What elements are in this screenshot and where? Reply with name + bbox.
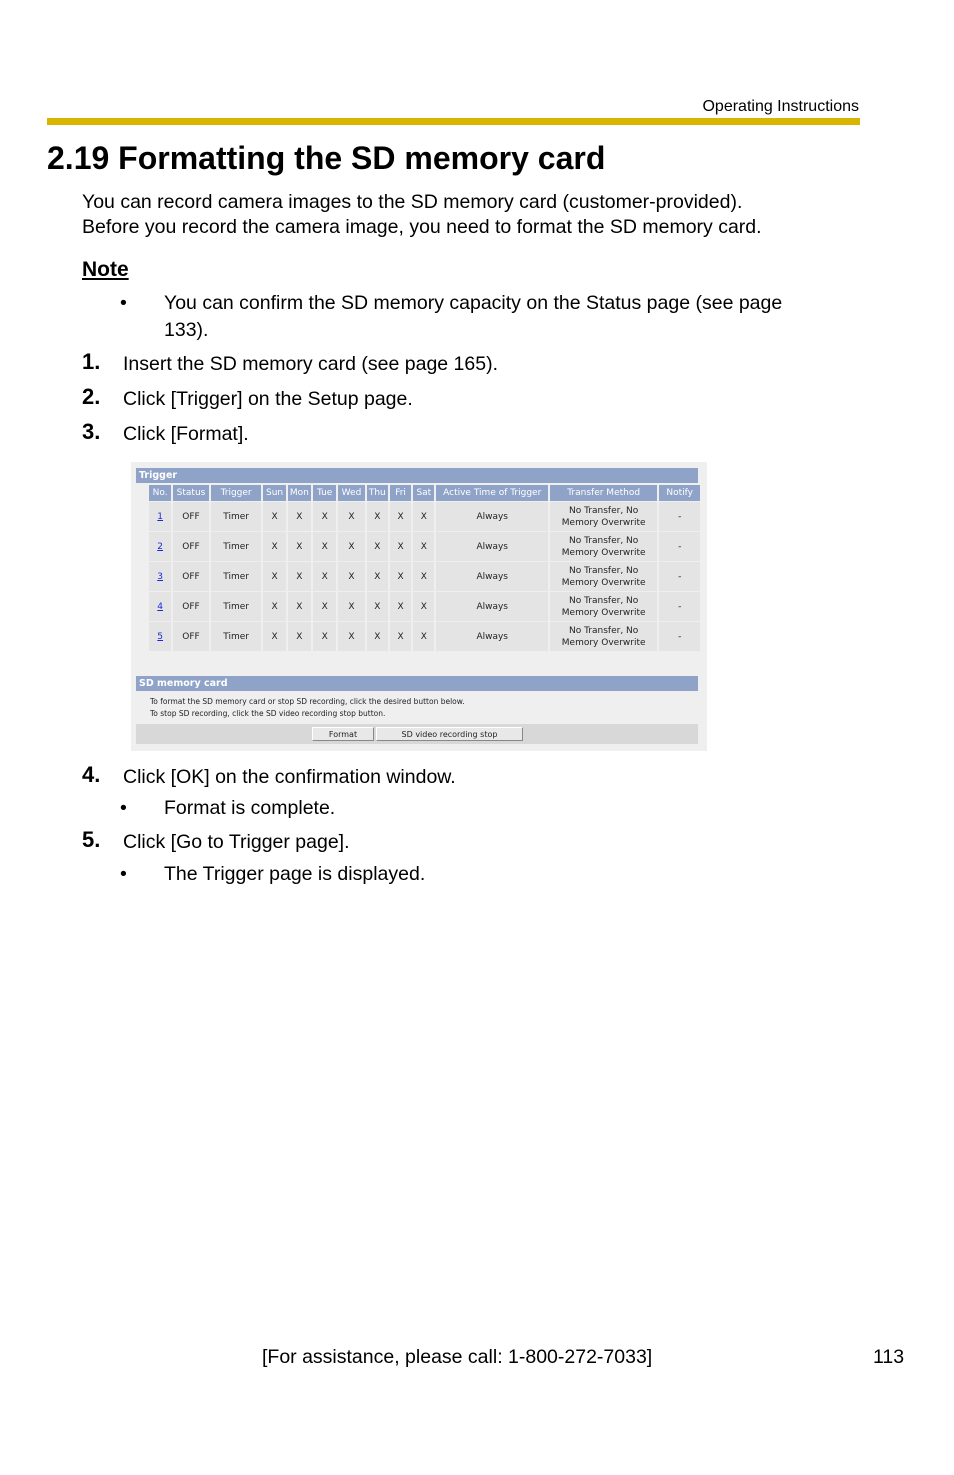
trigger-cell: X <box>390 622 411 651</box>
trigger-number-link[interactable]: 3 <box>157 571 163 582</box>
step-text: Click [Trigger] on the Setup page. <box>123 388 413 410</box>
trigger-row <box>149 622 700 651</box>
trigger-cell: X <box>313 502 336 531</box>
trigger-cell: X <box>338 562 364 591</box>
trigger-cell: - <box>659 562 700 591</box>
trigger-cell: X <box>367 592 388 621</box>
section-title: 2.19 Formatting the SD memory card <box>47 140 606 176</box>
trigger-cell: - <box>659 532 700 561</box>
trigger-cell: X <box>288 562 311 591</box>
trigger-cell <box>149 622 171 651</box>
trigger-cell: X <box>313 532 336 561</box>
trigger-row <box>149 562 700 591</box>
trigger-table-header <box>149 485 700 501</box>
trigger-cell: OFF <box>173 502 208 531</box>
trigger-row <box>149 592 700 621</box>
column-header: Mon <box>288 485 311 501</box>
trigger-cell: No Transfer, No Memory Overwrite <box>550 502 657 531</box>
column-header: No. <box>149 485 171 501</box>
column-header: Trigger <box>211 485 262 501</box>
note-heading: Note <box>82 258 129 281</box>
assistance-line: [For assistance, please call: 1-800-272-7033] <box>262 1346 653 1368</box>
trigger-cell: X <box>313 562 336 591</box>
trigger-number-link[interactable]: 2 <box>157 541 163 552</box>
format-button[interactable]: Format <box>312 727 374 741</box>
trigger-number-link[interactable]: 5 <box>157 631 163 642</box>
column-header: Active Time of Trigger <box>436 485 547 501</box>
page-number: 113 <box>873 1346 905 1368</box>
trigger-number-link[interactable]: 1 <box>157 511 163 522</box>
trigger-cell: Timer <box>211 592 262 621</box>
note-bullet-line-1: You can confirm the SD memory capacity on the Status page (see page <box>164 292 783 314</box>
trigger-cell: X <box>413 532 434 561</box>
trigger-cell: X <box>367 532 388 561</box>
column-header: Sun <box>263 485 285 501</box>
trigger-cell: X <box>338 622 364 651</box>
sd-panel-title: SD memory card <box>136 676 698 691</box>
bullet-text: Format is complete. <box>164 797 336 819</box>
trigger-cell: X <box>263 502 285 531</box>
bullet-text: The Trigger page is displayed. <box>164 863 426 885</box>
trigger-cell: Always <box>436 562 547 591</box>
trigger-cell: X <box>367 562 388 591</box>
trigger-cell: Always <box>436 502 547 531</box>
trigger-cell: X <box>338 532 364 561</box>
trigger-cell: Timer <box>211 532 262 561</box>
trigger-cell: X <box>367 502 388 531</box>
intro-line-2: Before you record the camera image, you need to format the SD memory card. <box>82 216 762 238</box>
column-header: Tue <box>313 485 336 501</box>
trigger-row <box>149 532 700 561</box>
step-text: Insert the SD memory card (see page 165). <box>123 353 499 375</box>
trigger-cell: Timer <box>211 562 262 591</box>
trigger-cell: X <box>288 502 311 531</box>
trigger-cell: X <box>413 502 434 531</box>
trigger-cell: OFF <box>173 622 208 651</box>
trigger-cell: X <box>413 592 434 621</box>
step-number: 1. <box>82 349 101 374</box>
trigger-cell: X <box>263 532 285 561</box>
trigger-cell: Always <box>436 532 547 561</box>
intro-paragraph <box>82 190 862 240</box>
sd-recording-stop-button[interactable]: SD video recording stop <box>376 727 523 741</box>
running-header: Operating Instructions <box>702 98 859 115</box>
sd-instructions <box>150 696 465 720</box>
step-text: Click [Go to Trigger page]. <box>123 831 350 853</box>
trigger-table-body <box>149 502 700 651</box>
sd-instruction-line-2: To stop SD recording, click the SD video recording stop button. <box>150 709 386 718</box>
trigger-cell: OFF <box>173 562 208 591</box>
trigger-cell: No Transfer, No Memory Overwrite <box>550 592 657 621</box>
trigger-cell: X <box>338 502 364 531</box>
trigger-cell: OFF <box>173 592 208 621</box>
trigger-cell <box>149 532 171 561</box>
trigger-cell: X <box>390 502 411 531</box>
trigger-cell: X <box>263 622 285 651</box>
trigger-cell: Always <box>436 592 547 621</box>
column-header: Fri <box>390 485 411 501</box>
step-text: Click [OK] on the confirmation window. <box>123 766 456 788</box>
trigger-cell: X <box>367 622 388 651</box>
trigger-cell: No Transfer, No Memory Overwrite <box>550 622 657 651</box>
trigger-number-link[interactable]: 4 <box>157 601 163 612</box>
step-number: 5. <box>82 827 101 852</box>
trigger-cell: X <box>263 562 285 591</box>
trigger-cell: Timer <box>211 622 262 651</box>
header-rule <box>47 118 860 125</box>
trigger-cell: X <box>288 592 311 621</box>
trigger-cell: X <box>288 532 311 561</box>
trigger-cell <box>149 562 171 591</box>
trigger-table <box>147 484 702 652</box>
trigger-cell: Always <box>436 622 547 651</box>
column-header: Wed <box>338 485 364 501</box>
trigger-cell: X <box>338 592 364 621</box>
bullet-dot: • <box>120 797 127 819</box>
trigger-cell: OFF <box>173 532 208 561</box>
step-number: 4. <box>82 762 101 787</box>
column-header: Notify <box>659 485 700 501</box>
trigger-panel-title: Trigger <box>136 468 698 483</box>
trigger-cell: X <box>288 622 311 651</box>
trigger-cell: X <box>390 592 411 621</box>
trigger-page-screenshot <box>131 462 707 751</box>
trigger-cell: X <box>263 592 285 621</box>
trigger-cell: No Transfer, No Memory Overwrite <box>550 562 657 591</box>
step-number: 3. <box>82 419 101 444</box>
trigger-cell: X <box>390 562 411 591</box>
trigger-cell: No Transfer, No Memory Overwrite <box>550 532 657 561</box>
trigger-cell: X <box>413 622 434 651</box>
trigger-cell: X <box>390 532 411 561</box>
trigger-row <box>149 502 700 531</box>
intro-line-1: You can record camera images to the SD memory card (customer-provided). <box>82 191 743 213</box>
trigger-cell: - <box>659 502 700 531</box>
note-bullet-line-2: 133). <box>164 319 209 341</box>
note-bullet-text <box>164 290 782 344</box>
sd-button-bar <box>136 724 698 744</box>
column-header: Sat <box>413 485 434 501</box>
step-text: Click [Format]. <box>123 423 249 445</box>
trigger-cell: X <box>413 562 434 591</box>
trigger-cell <box>149 502 171 531</box>
column-header: Status <box>173 485 208 501</box>
trigger-cell: X <box>313 622 336 651</box>
column-header: Thu <box>367 485 388 501</box>
step-number: 2. <box>82 384 101 409</box>
trigger-cell: - <box>659 592 700 621</box>
bullet-dot: • <box>120 292 127 314</box>
trigger-cell: X <box>313 592 336 621</box>
bullet-dot: • <box>120 863 127 885</box>
sd-instruction-line-1: To format the SD memory card or stop SD recording, click the desired button below. <box>150 697 465 706</box>
trigger-cell: Timer <box>211 502 262 531</box>
trigger-cell: - <box>659 622 700 651</box>
column-header: Transfer Method <box>550 485 657 501</box>
trigger-cell <box>149 592 171 621</box>
